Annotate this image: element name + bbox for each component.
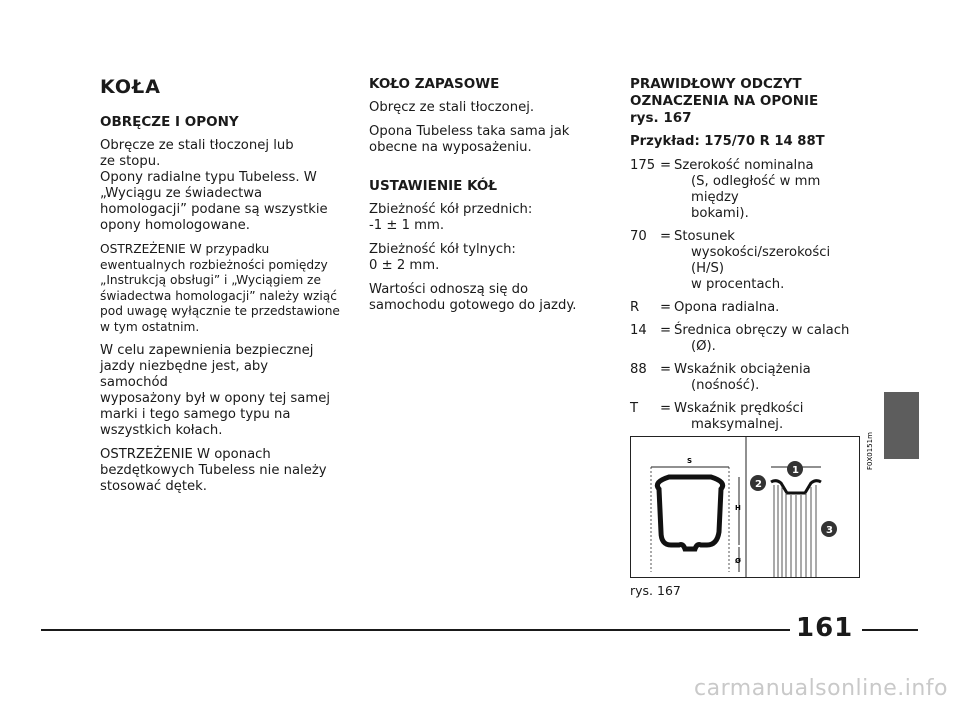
callout-3-label: 3 <box>826 525 833 536</box>
text-line: w procentach. <box>691 277 785 292</box>
paragraph-front-toe <box>369 202 579 234</box>
callout-2-label: 2 <box>755 479 762 490</box>
heading-spare-wheel: KOŁO ZAPASOWE <box>369 76 500 92</box>
paragraph-rims <box>100 138 340 234</box>
text-line: marki i tego samego typu na <box>100 407 291 422</box>
figure-code-text: F0X0151m <box>866 432 874 470</box>
paragraph-spare-tyre <box>369 124 579 156</box>
equals-sign: = <box>660 158 672 173</box>
watermark: carmanualsonline.info <box>694 676 948 701</box>
definition-item <box>630 323 865 355</box>
paragraph-spare-rim: Obręcz ze stali tłoczonej. <box>369 100 535 115</box>
definition-item <box>630 401 865 433</box>
heading-wheel-alignment: USTAWIENIE KÓŁ <box>369 178 498 194</box>
text-line: obecne na wyposażeniu. <box>369 140 532 155</box>
text-line: Opona radialna. <box>674 300 780 315</box>
text-line: -1 ± 1 mm. <box>369 218 445 233</box>
text-line: opony homologowane. <box>100 218 250 233</box>
text-line: Wartości odnoszą się do <box>369 282 529 297</box>
column-middle <box>369 76 579 322</box>
warning-homologation <box>100 242 340 335</box>
text-line: Obręcze ze stali tłoczonej lub <box>100 138 294 153</box>
text-line: w tym ostatnim. <box>100 319 200 334</box>
column-left <box>100 76 340 503</box>
text-line: Szerokość nominalna <box>674 158 814 173</box>
text-line: 0 ± 2 mm. <box>369 258 440 273</box>
text-line: „Wyciągu ze świadectwa <box>100 186 263 201</box>
text-line: (nośność). <box>691 378 760 393</box>
definition-code: T <box>630 401 639 416</box>
page-number: 161 <box>796 613 854 643</box>
definition-text <box>674 300 865 316</box>
text-line: OSTRZEŻENIE W przypadku <box>100 242 270 256</box>
subsection-title: OBRĘCZE I OPONY <box>100 114 239 130</box>
heading-tyre-marking <box>630 76 865 127</box>
example-marking: Przykład: 175/70 R 14 88T <box>630 134 825 149</box>
text-line: bezdętkowych Tubeless nie należy <box>100 463 327 478</box>
equals-sign: = <box>660 323 672 338</box>
text-line: OSTRZEŻENIE W oponach <box>100 447 271 462</box>
text-line: Zbieżność kół przednich: <box>369 202 533 217</box>
tyre-diagram-svg <box>631 437 859 577</box>
text-line: Opona Tubeless taka sama jak <box>369 124 570 139</box>
label-s: S <box>687 457 693 465</box>
definition-text <box>674 158 865 222</box>
figure-caption: rys. 167 <box>630 583 681 598</box>
equals-sign: = <box>660 229 672 244</box>
callout-1-label: 1 <box>792 465 799 476</box>
text-line: PRAWIDŁOWY ODCZYT <box>630 76 802 92</box>
definition-item <box>630 229 865 293</box>
definition-list <box>630 158 865 433</box>
label-h: H <box>735 504 741 512</box>
definition-code: 14 <box>630 323 647 338</box>
text-line: wysokości/szerokości (H/S) <box>691 245 831 276</box>
paragraph-rear-toe <box>369 242 579 274</box>
text-line: Wskaźnik prędkości <box>674 401 804 416</box>
text-line: ewentualnych rozbieżności pomiędzy <box>100 257 328 272</box>
text-line: Wskaźnik obciążenia <box>674 362 811 377</box>
figure-code <box>862 432 876 472</box>
section-tab-marker <box>884 392 919 459</box>
text-line: stosować dętek. <box>100 479 207 494</box>
text-line: maksymalnej. <box>691 417 784 432</box>
equals-sign: = <box>660 401 672 416</box>
text-line: (Ø). <box>691 339 716 354</box>
definition-item <box>630 362 865 394</box>
text-line: wszystkich kołach. <box>100 423 223 438</box>
definition-text <box>674 401 865 433</box>
tyre-profile <box>657 477 722 549</box>
text-line: świadectwa homologacji” należy wziąć <box>100 288 337 303</box>
text-line: Opony radialne typu Tubeless. W <box>100 170 317 185</box>
definition-item <box>630 300 865 316</box>
definition-text <box>674 323 865 355</box>
text-line: rys. 167 <box>630 110 692 126</box>
definition-text <box>674 362 865 394</box>
definition-code: 88 <box>630 362 647 377</box>
text-line: bokami). <box>691 206 749 221</box>
label-diameter: Ø <box>735 557 741 565</box>
text-line: Stosunek <box>674 229 735 244</box>
definition-code: R <box>630 300 640 315</box>
equals-sign: = <box>660 362 672 377</box>
text-line: pod uwagę wyłącznie te przedstawione <box>100 304 340 318</box>
tyre-diagram <box>630 436 860 578</box>
text-line: wyposażony był w opony tej samej <box>100 391 330 406</box>
text-line: W celu zapewnienia bezpiecznej <box>100 343 314 358</box>
warning-tubeless <box>100 447 340 495</box>
text-line: ze stopu. <box>100 154 161 169</box>
text-line: jazdy niezbędne jest, aby samochód <box>100 359 269 390</box>
definition-item <box>630 158 865 222</box>
text-line: homologacji” podane są wszystkie <box>100 202 328 217</box>
paragraph-safety <box>100 343 340 439</box>
text-line: (S, odległość w mm między <box>691 174 821 205</box>
definition-text <box>674 229 865 293</box>
text-line: OZNACZENIA NA OPONIE <box>630 93 819 109</box>
text-line: Średnica obręczy w calach <box>674 323 850 338</box>
text-line: Zbieżność kół tylnych: <box>369 242 516 257</box>
definition-code: 70 <box>630 229 647 244</box>
rim-hatching <box>774 485 816 577</box>
paragraph-values-note <box>369 282 579 314</box>
text-line: samochodu gotowego do jazdy. <box>369 298 577 313</box>
equals-sign: = <box>660 300 672 315</box>
section-title: KOŁA <box>100 76 161 98</box>
definition-code: 175 <box>630 158 656 173</box>
column-right <box>630 76 865 440</box>
footer-rule-right <box>862 629 918 631</box>
text-line: „Instrukcją obsługi” i „Wyciągiem ze <box>100 273 321 287</box>
footer-rule-left <box>41 629 790 631</box>
